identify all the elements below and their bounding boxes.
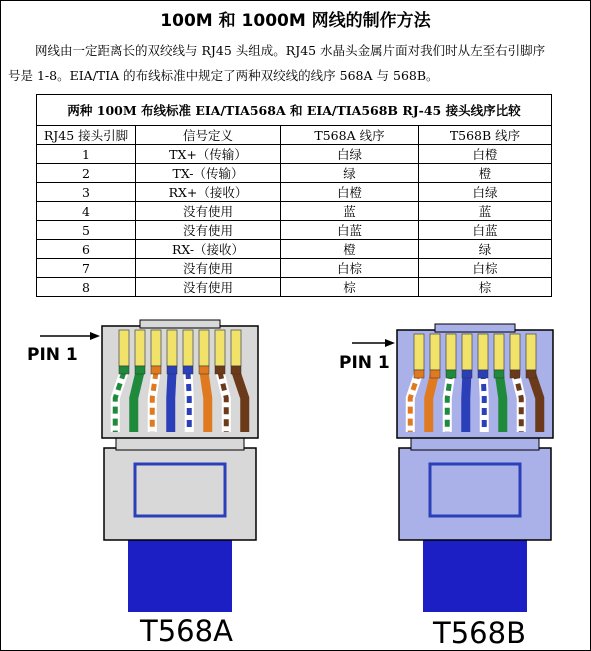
- cell-568b: 白棕: [419, 259, 552, 278]
- contact-color-band-left-4: [167, 366, 177, 374]
- rj45-connector-diagram: [0, 300, 591, 651]
- table-row: [37, 221, 552, 240]
- cell-signal: 没有使用: [136, 221, 281, 240]
- cell-568a: 白棕: [281, 259, 419, 278]
- cell-568a: 白蓝: [281, 221, 419, 240]
- cell-pin: 8: [37, 278, 136, 297]
- gold-contact-left-7: [215, 330, 225, 366]
- gold-contact-right-5: [478, 334, 488, 370]
- cell-568a: 白橙: [281, 183, 419, 202]
- gold-contact-right-4: [462, 334, 472, 370]
- intro-paragraph: [8, 38, 586, 88]
- wire-right-6: [499, 372, 503, 432]
- plug-boot-right: [399, 448, 551, 540]
- gold-contact-right-3: [446, 334, 456, 370]
- pin1-arrow-head-right: [385, 339, 395, 347]
- table-row: [37, 202, 552, 221]
- header-568b: T568B 线序: [419, 126, 552, 145]
- contact-color-band-left-5: [183, 366, 193, 374]
- cell-signal: 没有使用: [136, 202, 281, 221]
- gold-contact-left-8: [231, 330, 241, 366]
- cell-pin: 2: [37, 164, 136, 183]
- contact-color-band-left-6: [199, 366, 209, 374]
- cell-pin: 6: [37, 240, 136, 259]
- table-row: [37, 240, 552, 259]
- cell-pin: 7: [37, 259, 136, 278]
- header-signal: 信号定义: [136, 126, 281, 145]
- pin1-label-right: PIN 1: [339, 353, 390, 373]
- contact-color-band-right-4: [462, 370, 472, 378]
- plug-lip-left: [140, 320, 220, 328]
- cell-568b: 棕: [419, 278, 552, 297]
- cell-568a: 绿: [281, 164, 419, 183]
- cell-signal: 没有使用: [136, 278, 281, 297]
- header-568a: T568A 线序: [281, 126, 419, 145]
- plug-lip-right: [435, 324, 515, 332]
- gold-contact-right-6: [494, 334, 504, 370]
- cell-568b: 白橙: [419, 145, 552, 164]
- gold-contact-left-5: [183, 330, 193, 366]
- table-caption: 两种 100M 布线标准 EIA/TIA568A 和 EIA/TIA568B RJ-45 接头线序比较: [37, 95, 552, 126]
- wire-left-6: [204, 372, 208, 432]
- cell-pin: 1: [37, 145, 136, 164]
- gold-contact-right-8: [526, 334, 536, 370]
- cell-pin: 4: [37, 202, 136, 221]
- plug-boot-left: [104, 448, 256, 540]
- contact-color-band-right-8: [526, 370, 536, 378]
- table-header-row: [37, 126, 552, 145]
- cell-568a: 棕: [281, 278, 419, 297]
- contact-color-band-left-1: [119, 366, 129, 374]
- table-row: [37, 278, 552, 297]
- gold-contact-left-2: [135, 330, 145, 366]
- gold-contact-left-4: [167, 330, 177, 366]
- cell-signal: TX-（传输）: [136, 164, 281, 183]
- gold-contact-right-1: [414, 334, 424, 370]
- table-row: [37, 145, 552, 164]
- cell-signal: 没有使用: [136, 259, 281, 278]
- contact-color-band-right-6: [494, 370, 504, 378]
- t568a-label: T568A: [140, 614, 233, 648]
- cable-right: [423, 540, 527, 612]
- pin1-label-left: PIN 1: [27, 345, 78, 365]
- intro-line-2: 号是 1-8。EIA/TIA 的布线标准中规定了两种双绞线的线序 568A 与 568B。: [8, 68, 439, 83]
- contact-color-band-left-8: [231, 366, 241, 374]
- gold-contact-left-1: [119, 330, 129, 366]
- intro-line-1: 网线由一定距离长的双绞线与 RJ45 头组成。RJ45 水晶头金属片面对我们时从左至右引脚序: [35, 43, 546, 58]
- cell-568a: 蓝: [281, 202, 419, 221]
- cell-568b: 橙: [419, 164, 552, 183]
- cell-568b: 白绿: [419, 183, 552, 202]
- cell-signal: RX-（接收）: [136, 240, 281, 259]
- contact-color-band-right-1: [414, 370, 424, 378]
- cell-pin: 3: [37, 183, 136, 202]
- wire-right-4: [466, 372, 467, 432]
- contact-color-band-left-3: [151, 366, 161, 374]
- contact-color-band-right-7: [510, 370, 520, 378]
- cell-568a: 白绿: [281, 145, 419, 164]
- cell-568b: 绿: [419, 240, 552, 259]
- contact-color-band-left-2: [135, 366, 145, 374]
- header-pin: RJ45 接头引脚: [37, 126, 136, 145]
- contact-color-band-right-5: [478, 370, 488, 378]
- cell-signal: TX+（传输）: [136, 145, 281, 164]
- table-row: [37, 183, 552, 202]
- table-row: [37, 259, 552, 278]
- pin1-arrow-head-left: [90, 332, 100, 340]
- t568b-label: T568B: [433, 616, 526, 650]
- gold-contact-right-2: [430, 334, 440, 370]
- wiring-comparison-table: [36, 94, 552, 297]
- cell-568b: 白蓝: [419, 221, 552, 240]
- contact-color-band-left-7: [215, 366, 225, 374]
- cell-pin: 5: [37, 221, 136, 240]
- wire-left-4: [171, 372, 172, 432]
- contact-color-band-right-2: [430, 370, 440, 378]
- gold-contact-left-3: [151, 330, 161, 366]
- gold-contact-right-7: [510, 334, 520, 370]
- page-title: 100M 和 1000M 网线的制作方法: [160, 11, 431, 31]
- cell-568b: 蓝: [419, 202, 552, 221]
- cable-left: [128, 540, 232, 612]
- contact-color-band-right-3: [446, 370, 456, 378]
- table-row: [37, 164, 552, 183]
- cell-568a: 橙: [281, 240, 419, 259]
- gold-contact-left-6: [199, 330, 209, 366]
- cell-signal: RX+（接收）: [136, 183, 281, 202]
